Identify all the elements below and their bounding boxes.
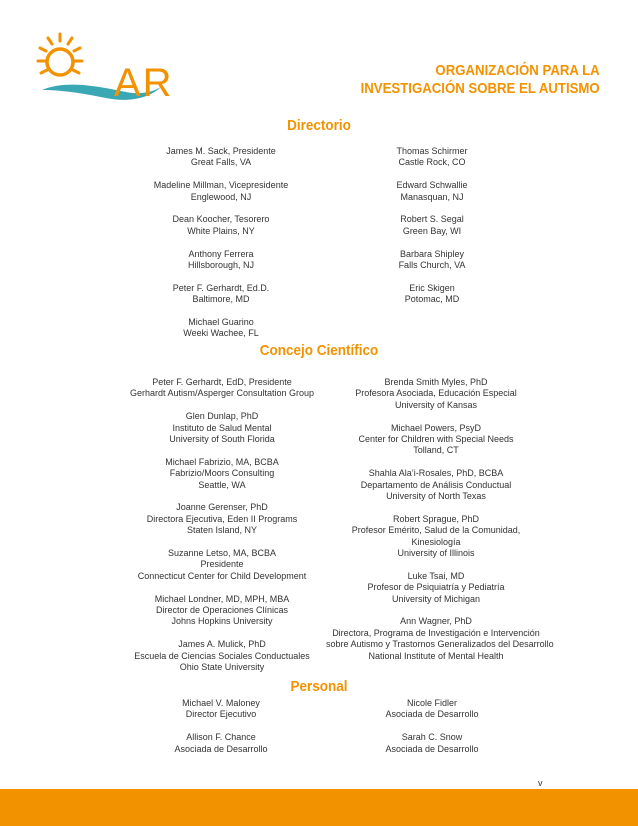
person-detail: University of Michigan [391, 593, 481, 604]
personal-left-column [121, 698, 321, 766]
org-title-line-1: ORGANIZACIÓN PARA LA [435, 62, 600, 79]
person-detail: Center for Children with Special Needs [358, 434, 514, 445]
person-detail: University of Illinois [397, 548, 475, 559]
person-entry [121, 732, 321, 755]
person-detail: Profesora Asociada, Educación Especial [355, 388, 517, 399]
person-name: Glen Dunlap, PhD [185, 411, 259, 422]
person-detail: University of Kansas [394, 399, 478, 410]
person-detail: Instituto de Salud Mental [172, 422, 272, 433]
person-entry [112, 502, 332, 536]
logo-wordmark: AR [114, 61, 174, 105]
person-entry [332, 214, 532, 237]
person-detail: Baltimore, MD [192, 294, 250, 305]
person-entry [112, 639, 332, 673]
directorio-heading: Directorio [287, 117, 351, 134]
person-detail: Englewood, NJ [190, 191, 252, 202]
person-name: Thomas Schirmer [396, 146, 468, 156]
person-detail: Departamento de Análisis Conductual [360, 479, 512, 490]
person-name: Michael Guarino [188, 317, 254, 328]
person-name: Shahla Ala’i-Rosales, PhD, BCBA [368, 468, 504, 479]
personal-right-column [332, 698, 532, 766]
person-detail: Presidente [200, 559, 244, 570]
person-name: Robert S. Segal [400, 214, 464, 225]
person-detail: Fabrizio/Moors Consulting [169, 468, 275, 479]
person-name: Barbara Shipley [399, 248, 465, 259]
person-detail: Kinesiología [411, 536, 461, 547]
person-detail: Asociada de Desarrollo [385, 709, 479, 720]
person-detail: Manasquan, NJ [400, 191, 464, 202]
person-entry [332, 283, 532, 306]
person-entry [121, 214, 321, 237]
person-detail: Weeki Wachee, FL [183, 328, 259, 339]
person-name: Joanne Gerenser, PhD [176, 502, 268, 513]
person-detail: Hillsborough, NJ [187, 260, 255, 271]
person-detail: Castle Rock, CO [398, 157, 466, 168]
person-entry [121, 146, 321, 169]
person-entry [326, 468, 546, 502]
person-name: Eric Skigen [409, 282, 455, 293]
concejo-heading: Concejo Científico [259, 342, 379, 359]
person-name: Madeline Millman, Vicepresidente [153, 180, 289, 191]
oar-logo [36, 28, 174, 108]
person-entry [332, 732, 532, 755]
person-name: Edward Schwallie [396, 180, 468, 191]
person-detail: Falls Church, VA [398, 260, 466, 271]
concejo-left-column [112, 377, 332, 685]
person-entry [121, 283, 321, 306]
person-detail: Directora Ejecutiva, Eden II Programs [146, 513, 298, 524]
person-entry [112, 457, 332, 491]
page-number: v [538, 778, 543, 788]
person-name: James A. Mulick, PhD [178, 639, 266, 650]
person-detail: University of North Texas [386, 491, 486, 502]
person-detail: Profesor de Psiquiatría y Pediatría [367, 582, 505, 593]
person-detail: University of South Florida [169, 434, 275, 445]
person-detail: Directora, Programa de Investigación e Intervención [332, 627, 540, 638]
person-name: Luke Tsai, MD [407, 570, 465, 581]
person-name: Robert Sprague, PhD [392, 513, 480, 524]
person-entry [112, 377, 332, 400]
person-entry [332, 249, 532, 272]
person-name: Michael Londner, MD, MPH, MBA [154, 593, 290, 604]
concejo-right-column [326, 377, 554, 673]
person-entry [326, 423, 546, 457]
person-name: Peter F. Gerhardt, Ed.D. [172, 282, 270, 293]
person-entry [326, 514, 546, 560]
person-detail: Escuela de Ciencias Sociales Conductuales [134, 650, 310, 661]
person-name: Michael V. Maloney [182, 698, 260, 708]
person-detail: Johns Hopkins University [171, 616, 273, 627]
footer-bar [0, 789, 638, 826]
person-entry [326, 377, 546, 411]
person-entry [121, 317, 321, 340]
person-name: Nicole Fidler [406, 698, 457, 708]
person-entry [326, 571, 546, 605]
person-entry [332, 698, 532, 721]
person-detail: Seattle, WA [198, 479, 246, 490]
person-entry [112, 548, 332, 582]
person-detail: Great Falls, VA [190, 157, 252, 168]
person-detail: sobre Autismo y Trastornos Generalizados del Desarrollo [326, 639, 554, 650]
personal-heading: Personal [290, 678, 348, 695]
person-detail: Profesor Emérito, Salud de la Comunidad, [351, 525, 521, 536]
person-entry [112, 411, 332, 445]
person-name: James M. Sack, Presidente [166, 146, 276, 156]
organization-title [361, 62, 600, 98]
person-detail: Staten Island, NY [186, 525, 258, 536]
person-detail: Connecticut Center for Child Development [137, 570, 307, 581]
person-entry [121, 249, 321, 272]
person-name: Brenda Smith Myles, PhD [384, 377, 488, 387]
person-detail: National Institute of Mental Health [368, 650, 504, 661]
person-entry [121, 698, 321, 721]
person-entry [332, 180, 532, 203]
person-name: Sarah C. Snow [401, 732, 463, 743]
person-detail: Gerhardt Autism/Asperger Consultation Group [129, 388, 315, 399]
person-name: Allison F. Chance [186, 732, 256, 743]
person-entry [112, 594, 332, 628]
person-entry [121, 180, 321, 203]
directorio-left-column [121, 146, 321, 351]
directorio-right-column [332, 146, 532, 317]
person-name: Suzanne Letso, MA, BCBA [167, 548, 277, 559]
person-detail: Director Ejecutivo [185, 709, 257, 720]
person-detail: Director de Operaciones Clínicas [155, 605, 289, 616]
person-detail: Potomac, MD [404, 294, 460, 305]
person-name: Michael Powers, PsyD [390, 422, 482, 433]
person-detail: White Plains, NY [187, 225, 255, 236]
person-detail: Asociada de Desarrollo [385, 743, 479, 754]
person-entry [332, 146, 532, 169]
person-entry [326, 616, 554, 662]
person-name: Peter F. Gerhardt, EdD, Presidente [152, 377, 292, 387]
org-title-line-2: INVESTIGACIÓN SOBRE EL AUTISMO [360, 80, 600, 97]
person-name: Michael Fabrizio, MA, BCBA [165, 456, 279, 467]
person-detail: Asociada de Desarrollo [174, 743, 268, 754]
person-name: Anthony Ferrera [188, 248, 254, 259]
person-name: Dean Koocher, Tesorero [172, 214, 270, 225]
person-name: Ann Wagner, PhD [400, 616, 472, 627]
person-detail: Ohio State University [179, 662, 265, 673]
person-detail: Green Bay, WI [402, 225, 462, 236]
person-detail: Tolland, CT [413, 445, 459, 456]
